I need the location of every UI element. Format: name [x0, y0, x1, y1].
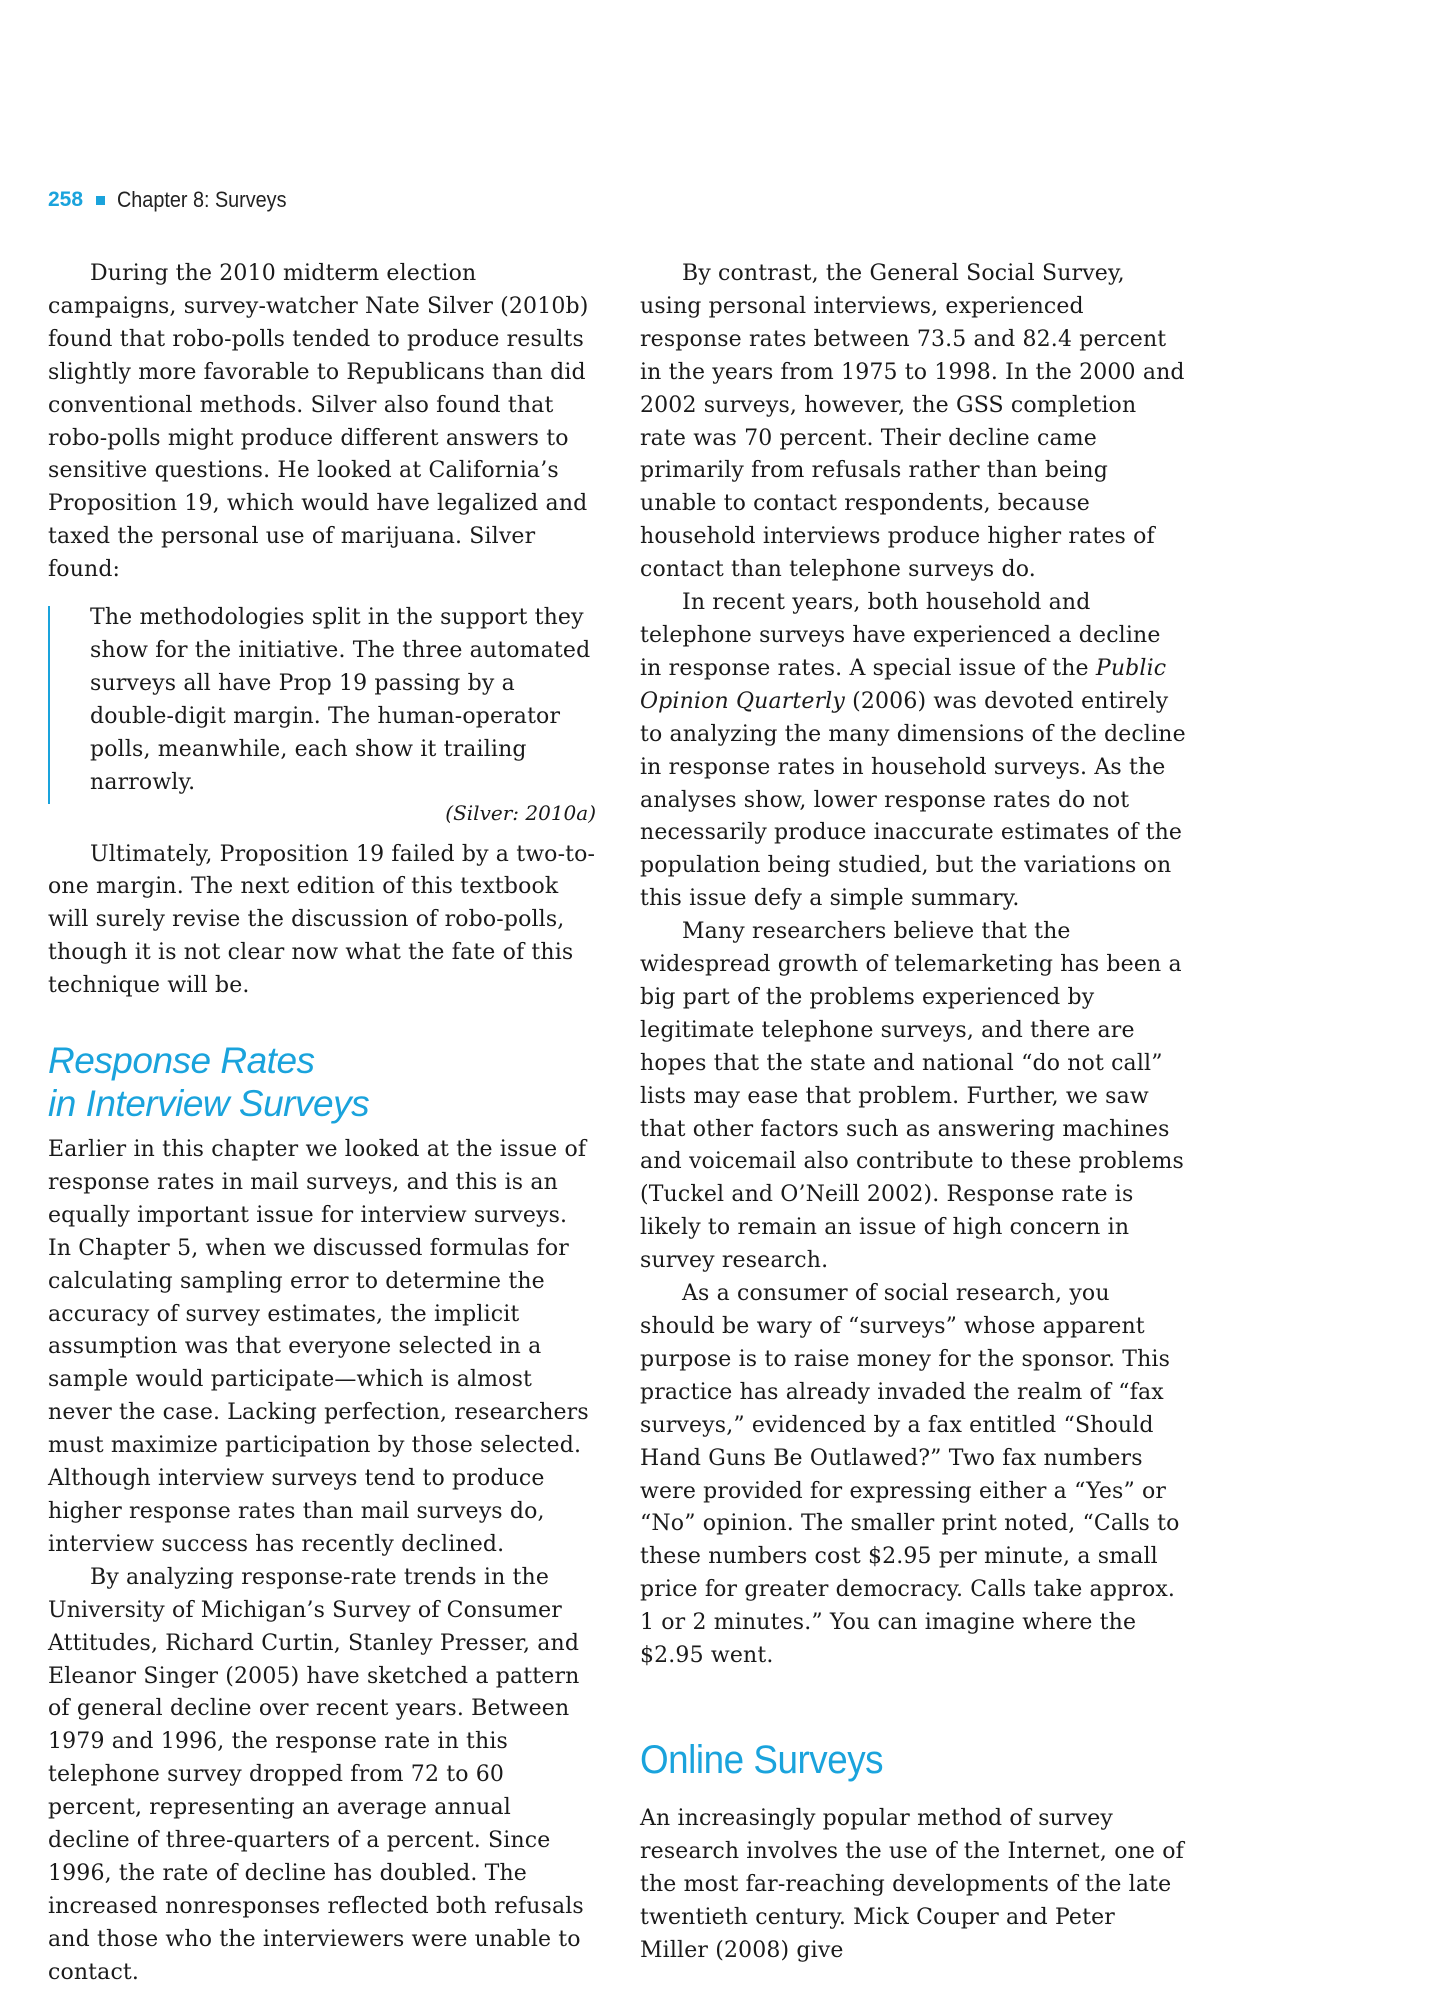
paragraph: During the 2010 midterm election campaigns, survey-watcher Nate Silver (2010b) found that robo-polls tended to produce results slightly more favorable to Republicans than did conventional methods. Silver also found that robo-polls might produce different answers to sensitive questions. He looked at California’s Proposition 19, which would have legalized and taxed the personal use of marijuana. Silver found: [48, 261, 589, 583]
paragraph: Many researchers believe that the widespread growth of telemarketing has been a big part of the problems experienced by legitimate telephone surveys, and there are hopes that the state and national “do not call” lists may ease that problem. Further, we saw that other factors such as answering machines and voicemail also contribute to these problems (Tuckel and O’Neill 2002). Response rate is likely to remain an issue of high concern in survey research. [640, 919, 1184, 1274]
page-number: 258 [48, 188, 84, 211]
section-heading-online-surveys: Online Surveys [640, 1737, 884, 1782]
quote-citation: (Silver: 2010a) [445, 800, 596, 825]
text-run: (2006) was devoted entirely to analyzing the many dimensions of the decline in response rates in household surveys. As the analyses show, lower response rates do not necessarily produce inaccurate estimates of the population being studied, but the variations on this issue defy a simple summary. [640, 688, 1186, 912]
heading-line: Response Rates [48, 1040, 315, 1082]
paragraph [640, 587, 1188, 916]
text-run: In recent years, both household and telephone surveys have experienced a decline in response rates. A special issue of the [640, 590, 1161, 681]
paragraph: Earlier in this chapter we looked at the issue of response rates in mail surveys, and this is an equally important issue for interview surveys. In Chapter 5, when we discussed formulas for calculating sampling error to determine the accuracy of survey estimates, the implicit assumption was that everyone selected in a sample would participate—which is almost never the case. Lacking perfection, researchers must maximize participation by those selected. Although interview surveys tend to produce higher response rates than mail surveys do, interview success has recently declined. [48, 1137, 589, 1557]
running-header [48, 185, 305, 215]
right-column [640, 258, 1188, 1968]
section-heading-response-rates [48, 1039, 596, 1125]
paragraph: An increasingly popular method of survey research involves the use of the Internet, one of the most far-reaching developments of the late twentieth century. Mick Couper and Peter Miller (2008) give [640, 1805, 1184, 1963]
left-column [48, 258, 596, 1990]
paragraph: By contrast, the General Social Survey, using personal interviews, experienced response rates between 73.5 and 82.4 percent in the years from 1975 to 1998. In the 2000 and 2002 surveys, however, the GSS completion rate was 70 percent. Their decline came primarily from refusals rather than being unable to contact respondents, because household interviews produce higher rates of contact than telephone surveys do. [640, 261, 1185, 583]
paragraph: As a consumer of social research, you should be wary of “surveys” whose apparent purpose is to raise money for the sponsor. This practice has already invaded the realm of “fax surveys,” evidenced by a fax entitled “Should Hand Guns Be Outlawed?” Two fax numbers were provided for expressing either a “Yes” or “No” opinion. The smaller print noted, “Calls to these numbers cost $2.95 per minute, a small price for greater democracy. Calls take approx. 1 or 2 minutes.” You can imagine where the $2.95 went. [640, 1281, 1180, 1669]
chapter-title: Chapter 8: Surveys [117, 187, 287, 212]
block-quote [48, 602, 596, 827]
paragraph: By analyzing response-rate trends in the University of Michigan’s Survey of Consumer Attitudes, Richard Curtin, Stanley Presser, and Eleanor Singer (2005) have sketched a pattern of general decline over recent years. Between 1979 and 1996, the response rate in this telephone survey dropped from 72 to 60 percent, representing an average annual decline of three-quarters of a percent. Since 1996, the rate of decline has doubled. The increased nonresponses reflected both refusals and those who the interviewers were unable to contact. [48, 1564, 584, 1985]
paragraph: Ultimately, Proposition 19 failed by a two-to-one margin. The next edition of this textbook will surely revise the discussion of robo-polls, though it is not clear now what the fate of this technique will be. [48, 841, 596, 999]
journal-title: Public Opinion Quarterly [640, 655, 1167, 714]
quote-text: The methodologies split in the support they show for the initiative. The three automated surveys all have Prop 19 passing by a double-digit margin. The human-operator polls, meanwhile, each show it trailing narrowly. [90, 605, 591, 795]
separator-square-icon [96, 196, 105, 205]
heading-line: in Interview Surveys [48, 1083, 370, 1125]
